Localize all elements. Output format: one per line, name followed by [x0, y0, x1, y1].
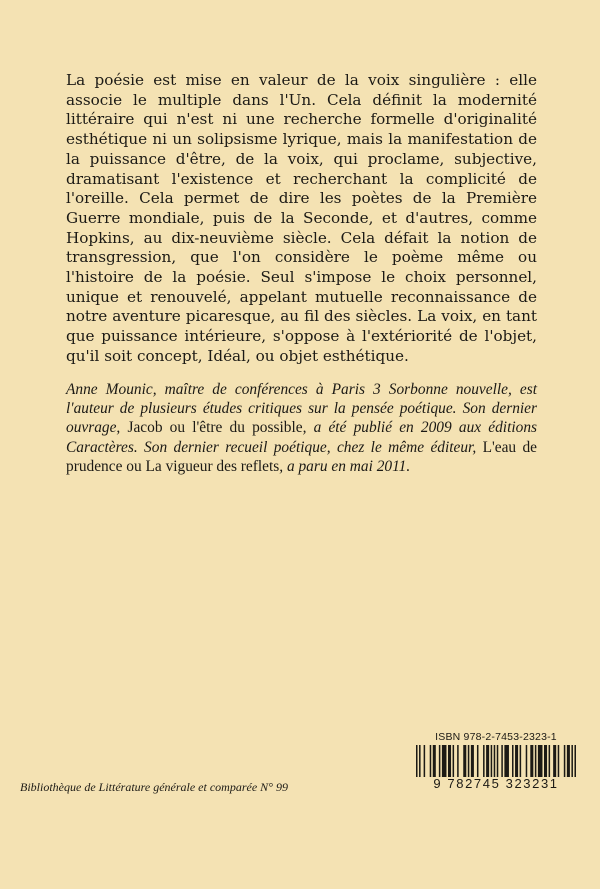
bio-title-1: Jacob ou l'être du possible: [127, 419, 303, 437]
barcode-bar: [504, 745, 509, 777]
barcode-bar: [494, 745, 496, 777]
barcode-bar: [424, 745, 426, 777]
isbn-label: ISBN 978-2-7453-2323-1: [435, 731, 557, 743]
barcode-icon: [412, 745, 580, 777]
bio-part-2: , a été publié en 2009 aux éditions Caractères. Son dernier recueil poétique, chez le même éditeur,: [66, 419, 537, 456]
barcode-bar: [483, 745, 485, 777]
back-cover-text: La poésie est mise en valeur de la voix singulière : elle associe le multiple dans l'Un. Cela définit la modernité littéraire qui n'est ni une recherche formelle d'originalité esthétique ni un solipsisme lyrique, mais la manifestation de la puissance d'être, de la voix, qui proclame, subjective, dramatisant l'existence et recherchant la complicité de l'oreille. Cela permet de dire les poètes de la Première Guerre mondiale, puis de la Seconde, et d'autres, comme Hopkins, au dix-neuvième siècle. Cela défait la notion de transgression, que l'on considère le poème même ou l'histoire de la poésie. Seul s'impose le choix personnel, unique et renouvelé, appelant mutuelle reconnaissance de notre aventure picaresque, au fil des siècles. La voix, en tant que puissance intérieure, s'oppose à l'extériorité de l'objet, qu'il soit concept, Idéal, ou objet esthétique.: [66, 71, 537, 365]
barcode-bar: [491, 745, 493, 777]
barcode-bar: [567, 745, 570, 777]
barcode-bar: [574, 745, 576, 777]
barcode-block: [406, 731, 586, 795]
barcode-bar: [486, 745, 489, 777]
barcode-bar: [457, 745, 459, 777]
barcode-bar: [530, 745, 533, 777]
barcode-bar: [501, 745, 503, 777]
barcode-bar: [544, 745, 547, 777]
barcode-bar: [416, 745, 418, 777]
barcode-bar: [468, 745, 470, 777]
barcode-bar: [419, 745, 421, 777]
barcode-bar: [515, 745, 518, 777]
barcode-bar: [538, 745, 543, 777]
barcode-bar: [471, 745, 474, 777]
barcode-bar: [430, 745, 432, 777]
barcode-bar: [453, 745, 455, 777]
barcode-bar: [553, 745, 556, 777]
barcode-bar: [433, 745, 436, 777]
barcode-digits: 9 782745 323231: [433, 776, 559, 791]
barcode-bar: [512, 745, 514, 777]
barcode-bar: [535, 745, 537, 777]
barcode-bar: [463, 745, 466, 777]
bio-part-1: Anne Mounic, maître de conférences à Paris 3 Sorbonne nouvelle, est l'auteur de plusieurs études critiques sur la pensée poétique. Son dernier ouvrage,: [66, 381, 537, 437]
barcode-bar: [558, 745, 560, 777]
barcode-bar: [564, 745, 566, 777]
barcode-bar: [439, 745, 441, 777]
series-label: Bibliothèque de Littérature générale et comparée N° 99: [20, 780, 288, 794]
barcode-bar: [497, 745, 499, 777]
bio-part-3: , a paru en mai 2011.: [279, 457, 411, 475]
barcode-bar: [571, 745, 573, 777]
barcode-bar: [448, 745, 451, 777]
barcode-bar: [520, 745, 522, 777]
barcode-bar: [442, 745, 447, 777]
barcode-bar: [477, 745, 479, 777]
bio-title-2: L'eau de prudence ou La vigueur des reflets: [66, 438, 537, 475]
barcode-bar: [549, 745, 551, 777]
barcode-bar: [526, 745, 528, 777]
author-bio: [66, 380, 537, 476]
